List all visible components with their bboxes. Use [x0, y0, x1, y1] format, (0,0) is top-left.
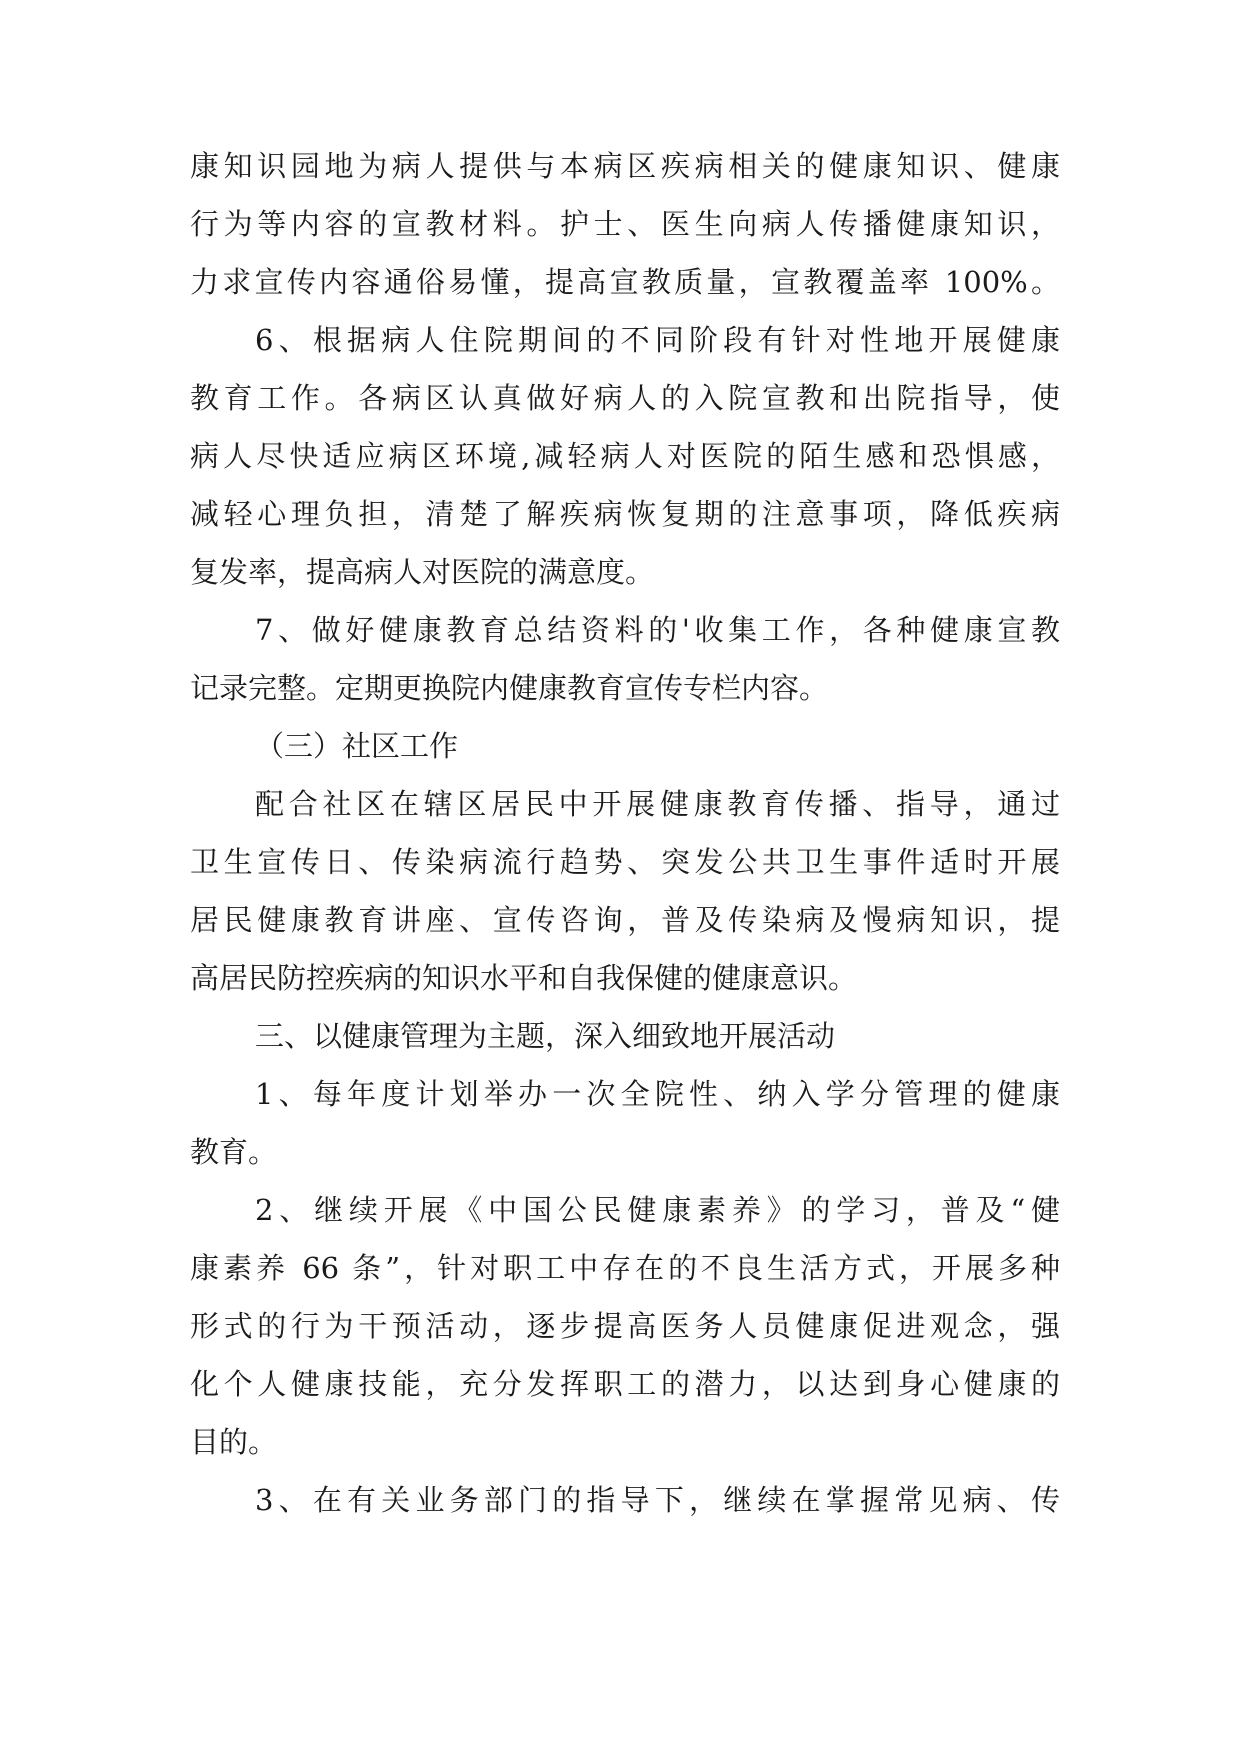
text-line-15: 高居民防控疾病的知识水平和自我保健的健康意识。: [190, 961, 858, 995]
section-heading-health-management: 三、以健康管理为主题，深入细致地开展活动: [255, 1019, 836, 1053]
text-line-9: 7、做好健康教育总结资料的'收集工作，各种健康宣教: [255, 613, 1060, 647]
text-line-7: 减轻心理负担，清楚了解疾病恢复期的注意事项，降低疾病: [190, 497, 1060, 531]
text-line-19: 2、继续开展《中国公民健康素养》的学习，普及“健: [255, 1193, 1060, 1227]
text-line-6: 病人尽快适应病区环境,减轻病人对医院的陌生感和恐惧感，: [190, 439, 1060, 473]
text-line-14: 居民健康教育讲座、宣传咨询，普及传染病及慢病知识，提: [190, 903, 1060, 937]
text-line-5: 教育工作。各病区认真做好病人的入院宣教和出院指导，使: [190, 381, 1060, 415]
text-line-10: 记录完整。定期更换院内健康教育宣传专栏内容。: [190, 671, 829, 705]
text-line-20: 康素养 66 条”，针对职工中存在的不良生活方式，开展多种: [190, 1251, 1060, 1285]
text-line-18: 教育。: [190, 1135, 278, 1169]
text-line-2: 行为等内容的宣教材料。护士、医生向病人传播健康知识，: [190, 207, 1060, 241]
section-heading-community: （三）社区工作: [255, 729, 459, 763]
text-line-17: 1、每年度计划举办一次全院性、纳入学分管理的健康: [255, 1077, 1060, 1111]
text-line-4: 6、根据病人住院期间的不同阶段有针对性地开展健康: [255, 323, 1060, 357]
text-line-3: 力求宣传内容通俗易懂，提高宣教质量，宣教覆盖率 100%。: [190, 265, 1060, 299]
text-line-1: 康知识园地为病人提供与本病区疾病相关的健康知识、健康: [190, 149, 1060, 183]
text-line-13: 卫生宣传日、传染病流行趋势、突发公共卫生事件适时开展: [190, 845, 1060, 879]
text-line-8: 复发率，提高病人对医院的满意度。: [190, 555, 655, 589]
text-line-21: 形式的行为干预活动，逐步提高医务人员健康促进观念，强: [190, 1309, 1060, 1343]
text-line-22: 化个人健康技能，充分发挥职工的潜力，以达到身心健康的: [190, 1367, 1060, 1401]
text-line-24: 3、在有关业务部门的指导下，继续在掌握常见病、传: [255, 1483, 1060, 1517]
text-line-12: 配合社区在辖区居民中开展健康教育传播、指导，通过: [255, 787, 1060, 821]
text-line-23: 目的。: [190, 1425, 278, 1459]
